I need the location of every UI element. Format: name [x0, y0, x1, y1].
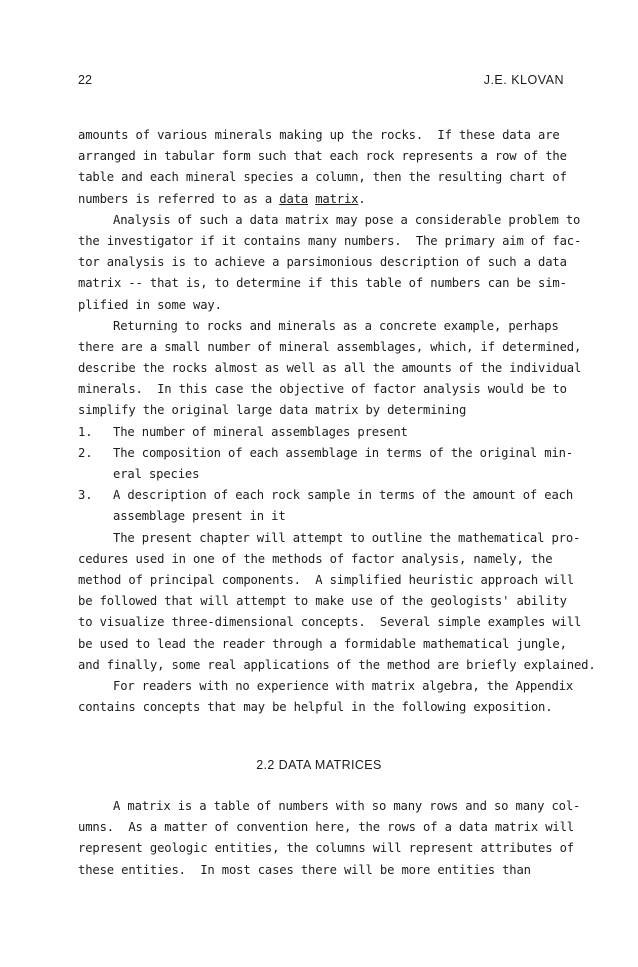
text-line: to visualize three-dimensional concepts. Several simple examples will	[78, 615, 582, 630]
text-line: be used to lead the reader through a formidable mathematical jungle,	[78, 636, 567, 651]
list-text-continuation: assemblage present in it	[113, 509, 286, 524]
list-item	[78, 443, 573, 464]
text-line: simplify the original large data matrix by determining	[78, 403, 467, 418]
text-line: amounts of various minerals making up the rocks. If these data are	[78, 128, 560, 142]
text-line: and finally, some real applications of the method are briefly explained.	[78, 657, 596, 672]
text-line: contains concepts that may be helpful in the following exposition.	[78, 700, 553, 715]
text-line: arranged in tabular form such that each rock represents a row of the	[78, 149, 567, 164]
text-line: represent geologic entities, the columns will represent attributes of	[78, 841, 574, 856]
paragraph	[78, 125, 568, 210]
text-line: umns. As a matter of convention here, the rows of a data matrix will	[78, 820, 574, 835]
paragraph	[78, 796, 581, 881]
text-line: describe the rocks almost as well as all the amounts of the individual	[78, 361, 582, 376]
text-span: .	[358, 191, 366, 206]
list-text-continuation: eral species	[113, 467, 200, 481]
text-line: For readers with no experience with matrix algebra, the Appendix	[113, 678, 573, 693]
text-line: there are a small number of mineral assemblages, which, if determined,	[78, 339, 582, 354]
text-line: be followed that will attempt to make use of the geologists' ability	[78, 594, 567, 609]
underlined-term: data	[279, 191, 308, 206]
text-line	[78, 189, 568, 210]
underlined-term: matrix	[315, 191, 359, 206]
list-number: 1.	[78, 424, 93, 439]
list-item	[78, 422, 568, 443]
text-span: numbers is referred to as a	[78, 191, 280, 206]
numbered-list	[78, 422, 573, 528]
text-line: Returning to rocks and minerals as a concrete example, perhaps	[113, 318, 559, 333]
list-number: 3.	[78, 488, 93, 503]
body-text	[78, 125, 596, 718]
list-item	[78, 485, 573, 506]
list-text: The number of mineral assemblages present	[113, 424, 408, 439]
list-text: A description of each rock sample in terms of the amount of each	[113, 488, 573, 503]
text-line: tor analysis is to achieve a parsimonious description of such a data	[78, 255, 567, 270]
page-number: 22	[78, 73, 92, 87]
text-line: table and each mineral species a column, then the resulting chart of	[78, 170, 567, 185]
text-line: the investigator if it contains many numbers. The primary aim of fac-	[78, 233, 582, 248]
text-line: A matrix is a table of numbers with so many rows and so many col-	[113, 799, 581, 813]
paragraph	[78, 676, 573, 718]
text-line: minerals. In this case the objective of factor analysis would be to	[78, 382, 567, 397]
text-line: plified in some way.	[78, 297, 222, 312]
section-heading: 2.2 DATA MATRICES	[256, 758, 382, 772]
body-text	[78, 796, 581, 881]
text-line: Analysis of such a data matrix may pose a considerable problem to	[113, 212, 581, 227]
paragraph	[78, 316, 582, 422]
text-line: matrix -- that is, to determine if this table of numbers can be sim-	[78, 276, 567, 291]
text-line: The present chapter will attempt to outline the mathematical pro-	[113, 530, 581, 545]
text-line: these entities. In most cases there will be more entities than	[78, 862, 531, 877]
text-line: method of principal components. A simplified heuristic approach will	[78, 572, 574, 587]
text-line: cedures used in one of the methods of factor analysis, namely, the	[78, 551, 553, 566]
paragraph	[78, 528, 596, 676]
paragraph	[78, 210, 582, 316]
list-text: The composition of each assemblage in terms of the original min-	[113, 445, 573, 460]
list-number: 2.	[78, 445, 93, 460]
running-header-author: J.E. KLOVAN	[483, 73, 564, 87]
